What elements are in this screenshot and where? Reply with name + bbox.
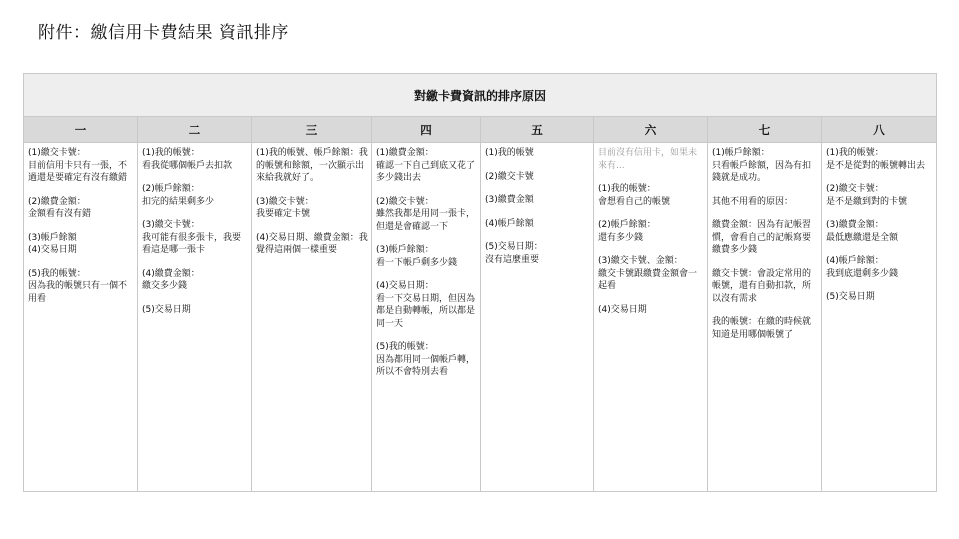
column-content-row <box>24 143 937 492</box>
column-cell <box>822 143 937 492</box>
note: (1)繳費金額： 確認一下自己到底又花了多少錢出去 <box>376 148 476 183</box>
note: (2)繳交卡號： 雖然我都是用同一張卡，但還是會確認一下 <box>376 196 476 232</box>
note: (1)我的帳號： 看我從哪個帳戶去扣款 <box>142 148 233 171</box>
column-header: 一 <box>24 117 138 143</box>
note: (1)繳交卡號： 目前信用卡只有一張，不過還是要確定有沒有繳錯 <box>28 148 128 183</box>
column-header: 二 <box>138 117 252 143</box>
note: (3)繳費金額： 最低應繳還是全額 <box>826 220 899 243</box>
note: 目前沒有信用卡，如果未來有... <box>598 148 698 171</box>
column-header: 三 <box>252 117 372 143</box>
note: (2)帳戶餘額： 扣完的結果剩多少 <box>142 184 215 207</box>
column-cell <box>708 143 822 492</box>
note: (3)繳交卡號、金額： 繳交卡號跟繳費金額會一起看 <box>598 256 698 291</box>
column-cell <box>481 143 594 492</box>
note: (2)繳費金額： 金額看有沒有錯 <box>28 196 92 219</box>
note: (5)交易日期 <box>826 292 875 302</box>
column-cell <box>138 143 252 492</box>
note: (4)帳戶餘額 <box>485 218 534 229</box>
note: (5)交易日期 <box>142 304 191 315</box>
column-cell <box>24 143 138 492</box>
column-header: 五 <box>481 117 594 143</box>
note: (2)繳交卡號： 是不是繳到對的卡號 <box>826 184 908 207</box>
table-title: 對繳卡費資訊的排序原因 <box>24 74 937 117</box>
column-cell <box>252 143 372 492</box>
column-header-row <box>24 117 937 143</box>
note: 繳費金額：因為有記帳習慣，會看自己的記帳寫要繳費多少錢 <box>712 220 812 255</box>
column-cell <box>594 143 708 492</box>
note: 繳交卡號：會設定常用的帳號，還有自動扣款，所以沒有需求 <box>712 268 812 304</box>
note: (4)繳費金額： 繳交多少錢 <box>142 268 200 291</box>
note: (4)帳戶餘額： 我到底還剩多少錢 <box>826 256 899 279</box>
note: (1)帳戶餘額： 只看帳戶餘額，因為有扣錢就是成功。 <box>712 148 812 183</box>
note: (4)交易日期 <box>598 304 647 315</box>
note: (1)我的帳號： 會想看自己的帳號 <box>598 184 671 207</box>
column-header: 八 <box>822 117 937 143</box>
note: 我的帳號：在繳的時候就知道是用哪個帳號了 <box>712 317 812 340</box>
note: (5)我的帳號： 因為我的帳號只有一個不用看 <box>28 268 128 304</box>
page-title: 附件：繳信用卡費結果 資訊排序 <box>38 23 289 43</box>
note: (5)我的帳號： 因為都用同一個帳戶轉，所以不會特別去看 <box>376 342 476 377</box>
note: (1)我的帳號、帳戶餘額：我的帳號和餘額，一次顯示出來給我就好了。 <box>256 148 368 183</box>
note: (3)繳交卡號： 我要確定卡號 <box>256 196 314 219</box>
column-header: 六 <box>594 117 708 143</box>
sort-reason-table <box>23 73 937 492</box>
note: (3)繳費金額 <box>485 195 534 205</box>
note: (3)繳交卡號： 我可能有很多張卡，我要看這是哪一張卡 <box>142 220 242 255</box>
note: (4)交易日期、繳費金額：我覺得這兩個一樣重要 <box>256 232 368 255</box>
note: (4)交易日期： 看一下交易日期，但因為都是自動轉帳，所以都是同一天 <box>376 281 476 329</box>
note: (5)交易日期： 沒有這麼重要 <box>485 242 543 265</box>
note: 其他不用看的原因： <box>712 196 794 207</box>
note: (3)帳戶餘額： 看一下帳戶剩多少錢 <box>376 245 458 268</box>
note: (2)繳交卡號 <box>485 171 534 182</box>
note: (1)我的帳號： 是不是從對的帳號轉出去 <box>826 148 926 171</box>
column-header: 七 <box>708 117 822 143</box>
column-header: 四 <box>372 117 481 143</box>
column-cell <box>372 143 481 492</box>
note: (1)我的帳號 <box>485 148 534 158</box>
note: (3)帳戶餘額 (4)交易日期 <box>28 232 77 255</box>
note: (2)帳戶餘額： 還有多少錢 <box>598 220 656 243</box>
